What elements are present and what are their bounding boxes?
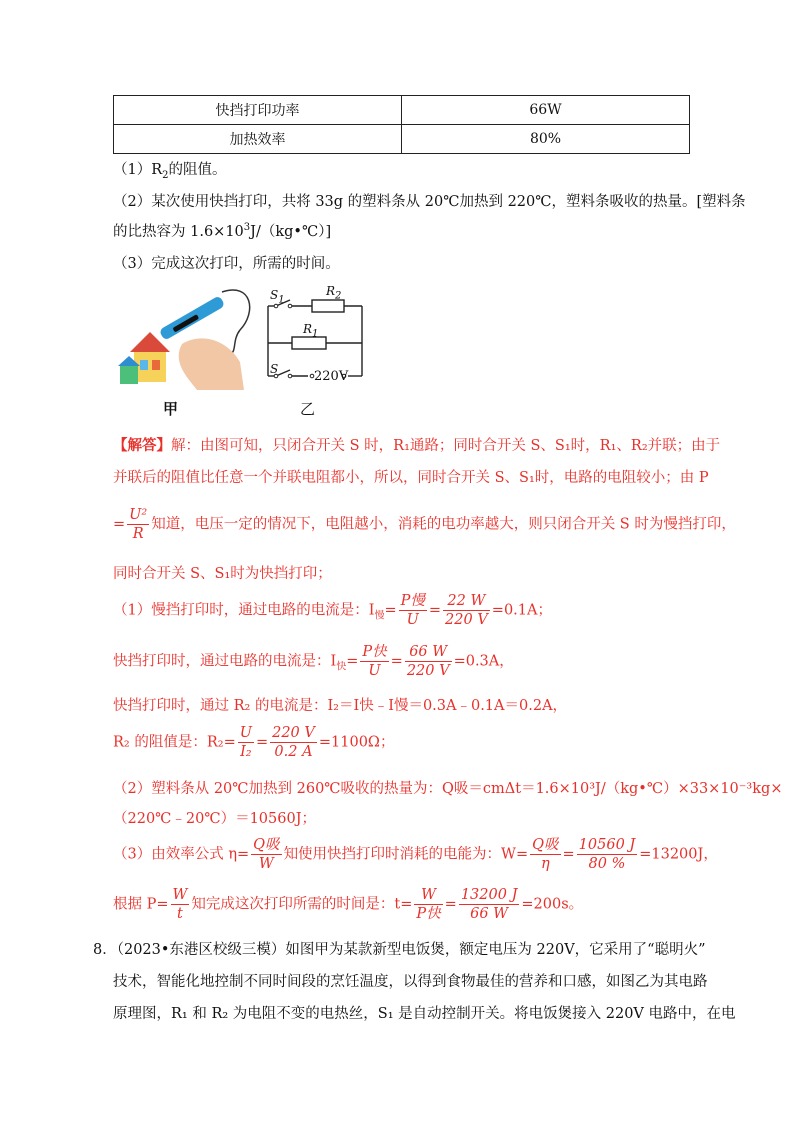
question-2-line-2: 的比热容为 $1.6\times 10^3J/(kg•℃)$] (113, 222, 332, 240)
table-cell: 66W (402, 96, 690, 125)
r2-label: $R_2$ (326, 284, 342, 302)
printing-pen-photo (112, 282, 254, 390)
answer-part-1d: R₂ 的阻值是：R₂= $\frac{U}{\text{I₂}}$ = $\frac{220 V}{0.2 A}$ =1100Ω； (113, 725, 395, 760)
question-8-line-2: 技术，智能化地控制不同时间段的烹饪温度，以得到食物最佳的营养和口感，如图乙为其电路 (113, 974, 708, 990)
figure-label-jia: 甲 (163, 400, 179, 418)
answer-part-2b: （220℃﹣20℃）＝10560J； (113, 811, 317, 827)
table-cell: 80% (402, 125, 690, 154)
answer-line-1: 【解答】解：由图可知，只闭合开关 S 时，R₁通路；同时合开关 S、S₁时，R₁、R₂并联；由于 (113, 437, 721, 454)
answer-part-1b: 快挡打印时，通过电路的电流是：$I_快=$ $\frac{\text{P快}}{U}$ = $\frac{66 W}{220 V}$ =0.3A， (113, 644, 514, 679)
question-8-line-3: 原理图，R₁ 和 R₂ 为电阻不变的电热丝，S₁ 是自动控制开关。将电饭煲接入 220V 电路中，在电 (113, 1006, 736, 1022)
question-2-line-1: （2）某次使用快挡打印，共将 33g 的塑料条从 20℃加热到 220℃，塑料条吸收的热量。[塑料条 (113, 194, 746, 210)
answer-part-3b: 根据 P= $\frac{W}{t}$ 知完成这次打印所需的时间是：t= $\frac{W}{\text{P快}}$ = $\frac{13200 J}{66 W}$ =200s。 (113, 887, 584, 922)
voltage-label: 220V (314, 369, 349, 384)
s-label: S (270, 362, 279, 376)
power-formula: $\frac{\text{U²}}{R}$ (129, 507, 148, 542)
question-3: （3）完成这次打印，所需的时间。 (113, 256, 340, 272)
answer-line-4: 同时合开关 S、S₁时为快挡打印； (113, 566, 332, 582)
answer-line-2: 并联后的阻值比任意一个并联电阻都小，所以，同时合开关 S、S₁时，电路的电阻较小；由 P (113, 470, 709, 486)
figure-label-yi: 乙 (300, 400, 316, 418)
r1-label: $R_1$ (303, 322, 319, 340)
answer-part-3a: （3）由效率公式 η= $\frac{\text{Q吸}}{W}$ 知使用快挡打印时消耗的电能为：W= $\frac{\text{Q吸}}{\eta}$ = $\frac{10560 J}{80 \%}$ =13200J， (113, 837, 718, 872)
answer-part-1c: 快挡打印时，通过 R₂ 的电流是：I₂＝I快﹣I慢＝0.3A﹣0.1A＝0.2A， (113, 698, 568, 714)
table-cell: 快挡打印功率 (114, 96, 402, 125)
question-8-line-1: 8．（2023•东港区校级三模）如图甲为某款新型电饭煲，额定电压为 220V，它采用了“聪明火” (93, 942, 706, 958)
question-1: $(1)R_2$的阻值。 (113, 162, 227, 181)
answer-part-2a: （2）塑料条从 20℃加热到 260℃吸收的热量为：Q吸＝cmΔt＝1.6×10³J/（kg•℃）×33×10⁻³kg× (113, 781, 783, 797)
answer-part-1: （1）慢挡打印时，通过电路的电流是：$I_慢=$ $\frac{\text{P慢}}{U}$ = $\frac{22 W}{220 V}$ =0.1A； (113, 593, 552, 628)
spec-table (113, 95, 690, 154)
table-cell: 加热效率 (114, 125, 402, 154)
table-row (114, 125, 690, 154)
s1-label: $S_1$ (270, 288, 285, 306)
answer-line-3: = $\frac{\text{U²}}{R}$ 知道，电压一定的情况下，电阻越小，消耗的电功率越大，则只闭合开关 S 时为慢挡打印， (113, 507, 736, 542)
table-row (114, 96, 690, 125)
